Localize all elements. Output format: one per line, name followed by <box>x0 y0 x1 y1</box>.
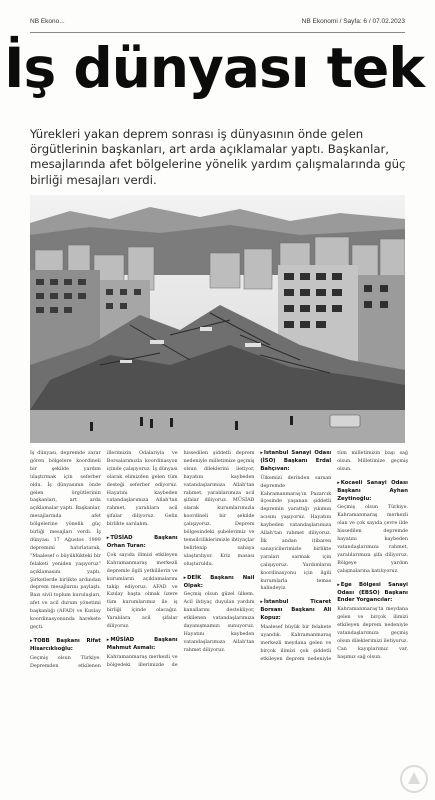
section-heading: ▸TÜSİAD Başkanı Orhan Turan: <box>106 535 178 549</box>
section-title: Kocaeli Sanayi Odası Başkanı Ayhan Zeytinoğlu: <box>337 479 408 502</box>
page-info: NB Ekonomi / Sayfa: 6 / 07.02.2023 <box>301 18 405 25</box>
section-title: DEİK Başkanı Nail Olpak: <box>183 574 255 589</box>
headline: İş dünyası tek <box>4 36 424 100</box>
article-body <box>30 450 408 795</box>
section-heading: ▸MÜSİAD Başkanı Mahmut Asmalı: <box>106 636 178 651</box>
section-text: Geçmiş olsun Türkiye. Kahramanmaraş merkezli olan ve çok sayıda çevre ilde hissedilen depremde hayatını kaybeden vatandaşlarımıza rahmet, yaralılarımıza şifa diliyoruz. Bölgeye yardım çalışmalarına katılıyoruz. <box>337 505 408 574</box>
section-title: İstanbul Sanayi Odası (İSO) Başkanı Erdal Bahçıvan: <box>260 450 332 472</box>
section-heading: ▸Ege Bölgesi Sanayi Odası (EBSO) Başkanı Ender Yorgancılar: <box>337 581 408 604</box>
section-text: Çok sayıda ilimizi etkileyen Kahramanmaraş merkezli depremle ilgili yetkililerin ve kurumların açıklamalarını takip ediyoruz. AFAD ve Kızılay başta olmak üzere tüm kurumlarımız ile iş birliği içinde olacağız. Yaralılara acil şifalar diliyoruz. <box>106 552 178 630</box>
section-heading: ▸İstanbul Sanayi Odası (İSO) Başkanı Erdal Bahçıvan: <box>260 450 332 472</box>
section-text: Geçmiş olsun güzel ülkem. Acil ihtiyaç duyulan yardım kanallarını destekliyor, etkilenen vatandaşlarımıza dayanışmamızı sunuyoruz. Hayatını kaybeden vatandaşlarımıza Allah'tan rahmet diliyoruz. <box>183 592 255 653</box>
earthquake-photo <box>30 195 405 443</box>
page-header <box>30 18 405 30</box>
section-text: Kahramanmaraş merkezli ve bölgedeki illerimizde de hissedilen şiddetli deprem nedeniyle milletimize geçmiş olsun dileklerini iletiyor, hayatını kaybeden vatandaşlarımıza Allah'tan rahmet, yaralılarımıza acil şifalar diliyoruz. MÜSİAD olarak kurumlarımızla koordineli bir şekilde çalışıyoruz. Deprem bölgesindeki şubelerimiz ve temsilciliklerimizle ihtiyaçlar belirlenip sahaya ulaştırılıyor. Kriz masası oluşturuldu. <box>106 451 255 668</box>
section-text: Ülkemizi derinden sarsan depremde Kahramanmaraş'ın Pazarcık ilçesinde yaşanan şiddetli depremin yarattığı yıkımın acısını yaşıyoruz. Hayatını kaybeden vatandaşlarımıza Allah'tan rahmet diliyoruz. İlk andan itibaren sanayicilerimizle birlikte yaraları sarmak için çalışıyoruz. Yardımların koordinasyonu için ilgili kurumlarla temas halindeyiz. <box>260 475 332 592</box>
intro-paragraph: İş dünyası, depremde zarar gören bölgelere koordineli bir şekilde yardım ulaştırmak için seferber oldu. İş dünyasının önde gelen örgütlerinin başkanları, art arda açıklamalar yaptı. Başkanlar, mesajlarında afet bölgelerine yönelik güç birliği mesajları verdi. İş dünyası 17 Ağustos 1999 depremini hatırlatarak, "Maalesef o büyüklükteki bir felaketi yeniden yaşıyoruz" açıklamasını yaptı. Şirketlerde birlikte ardından deprem mesajlarını paylaştı. Bazı sivil toplum kuruluşları, afet ve acil durum yönetimi başkanlığı (AFAD) ve Kızılay koordinasyonunda harekete geçti. <box>30 451 101 630</box>
section-heading: ▸DEİK Başkanı Nail Olpak: <box>183 574 255 589</box>
section-title: Ege Bölgesi Sanayi Odası (EBSO) Başkanı Ender Yorgancılar: <box>337 581 408 604</box>
section-heading: ▸TOBB Başkanı Rifat Hisarcıklıoğlu: <box>30 637 101 652</box>
header-rule <box>30 32 405 33</box>
publisher-logo-icon <box>399 764 429 794</box>
section-heading: ▸Kocaeli Sanayi Odası Başkanı Ayhan Zeytinoğlu: <box>337 479 408 502</box>
section-label: NB Ekono... <box>30 18 65 25</box>
section-title: İstanbul Ticaret Borsası Başkanı Ali Kopuz: <box>260 599 332 622</box>
section-title: MÜSİAD Başkanı Mahmut Asmalı: <box>106 636 178 651</box>
section-text: Maalesef büyük bir felakete uyandık. Kahramanmaraş merkezli meydana gelen ve birçok ilimizi çok şiddetli etkileyen deprem nedeniyle tüm milletimizin başı sağ olsun. Milletimize geçmiş olsun. <box>260 451 408 662</box>
section-text: Geçmiş olsun Türkiye. Depremden etkilenen illerimizin Odalarıyla ve Borsalarımızla koordinasyon içinde çalışıyoruz. İş dünyası olarak elimizden gelen tüm desteği seferber ediyoruz. Hayatını kaybeden vatandaşlarımıza Allah'tan rahmet, yaralılara acil şifalar diliyoruz. Gelin birlikte sarılalım. <box>30 451 178 669</box>
section-title: TÜSİAD Başkanı Orhan Turan: <box>106 535 178 549</box>
section-text: Kahramanmaraş'ta meydana gelen ve birçok ilimizi etkileyen deprem nedeniyle vatandaşlarımıza geçmiş olsun dileklerimizi iletiyoruz. Can kayıplarımız var, başımız sağ olsun. <box>337 607 408 660</box>
section-title: TOBB Başkanı Rifat Hisarcıklıoğlu: <box>30 637 101 652</box>
lead-paragraph: Yürekleri yakan deprem sonrası iş dünyasının önde gelen örgütlerinin başkanları, art arda açıklamalar yaptı. Başkanlar, mesajlarında afet bölgelerine yönelik yardım çalışmalarında güç birliği mesajları verdi. <box>30 127 406 187</box>
section-heading: ▸İstanbul Ticaret Borsası Başkanı Ali Kopuz: <box>260 599 332 622</box>
